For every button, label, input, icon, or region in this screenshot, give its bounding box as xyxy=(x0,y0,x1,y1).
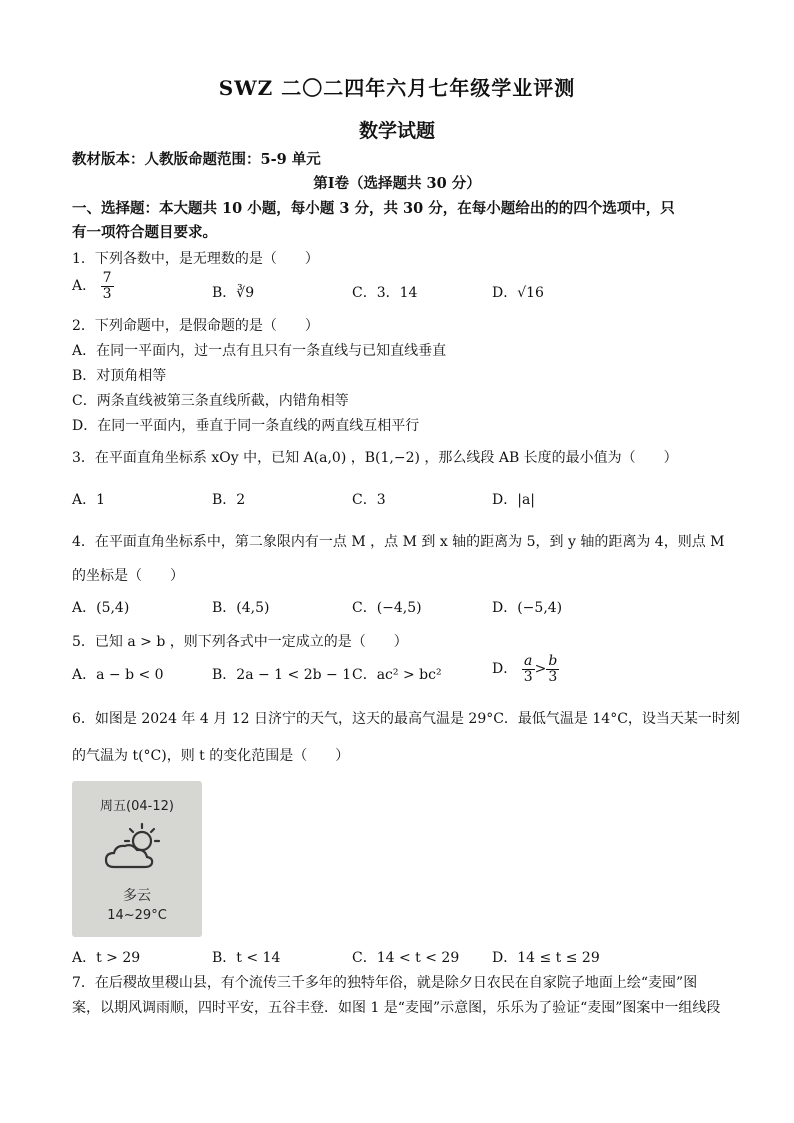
question-4-stem-line2: 的坐标是（ ） xyxy=(72,568,184,584)
question-7-line2: 案，以期风调雨顺，四时平安，五谷丰登．如图 1 是“麦囤”示意图，乐乐为了验证“麦囤”图案中一组线段 xyxy=(72,1000,721,1016)
q4-option-c: C．(−4,5) xyxy=(352,600,422,616)
q5-option-a: A．a − b < 0 xyxy=(72,667,164,683)
q6-option-d: D．14 ≤ t ≤ 29 xyxy=(492,950,600,966)
q1-option-b: B．∛9 xyxy=(212,285,255,301)
q4-option-a: A．(5,4) xyxy=(72,600,130,616)
question-3-stem: 3．在平面直角坐标系 xOy 中，已知 A(a,0) ，B(1,−2) ，那么线段 AB 长度的最小值为（ ） xyxy=(72,450,678,466)
q1-option-a-denominator: 3 xyxy=(102,285,112,302)
q6-option-c: C．14 < t < 29 xyxy=(352,950,460,966)
q3-option-b: B．2 xyxy=(212,492,246,508)
q3-option-d: D．|a| xyxy=(492,492,536,508)
q4-option-d: D．(−5,4) xyxy=(492,600,563,616)
q2-option-d: D．在同一平面内，垂直于同一条直线的两直线互相平行 xyxy=(72,418,420,434)
q1-option-a-label: A． xyxy=(72,278,97,295)
q1-option-a-fraction xyxy=(101,271,114,301)
question-6-stem-line1: 6．如图是 2024 年 4 月 12 日济宁的天气，这天的最高气温是 29°C．最低气温是 14°C，设当天某一时刻 xyxy=(72,711,740,727)
q5-option-c: C．ac² > bc² xyxy=(352,667,442,683)
q2-option-a: A．在同一平面内，过一点有且只有一条直线与已知直线垂直 xyxy=(72,343,447,359)
q5-d-greater-than: > xyxy=(534,661,547,678)
q5-d-numerator-a: a xyxy=(522,654,535,670)
q5-d-denominator-a: 3 xyxy=(523,668,533,685)
q2-option-c: C．两条直线被第三条直线所截，内错角相等 xyxy=(72,393,349,409)
q1-option-a xyxy=(72,271,114,301)
question-7-line1: 7．在后稷故里稷山县，有个流传三千多年的独特年俗，就是除夕日农民在自家院子地面上绘“麦囤”图 xyxy=(72,975,698,991)
q5-option-d-fraction-a xyxy=(522,654,535,684)
volume-heading: 第Ⅰ卷（选择题共 30 分） xyxy=(313,175,481,192)
q1-option-d: D．√16 xyxy=(492,285,544,301)
section-instruction-line1: 一、选择题：本大题共 10 小题，每小题 3 分，共 30 分，在每小题给出的的四个选项中，只 xyxy=(72,200,675,217)
q5-option-b: B．2a − 1 < 2b − 1 xyxy=(212,667,352,683)
q4-option-b: B．(4,5) xyxy=(212,600,270,616)
q3-option-a: A．1 xyxy=(72,492,106,508)
section-instruction-line2: 有一项符合题目要求。 xyxy=(72,224,217,241)
q5-d-numerator-b: b xyxy=(548,653,558,669)
exam-title: SWZ 二〇二四年六月七年级学业评测 xyxy=(218,76,576,100)
q3-option-c: C．3 xyxy=(352,492,386,508)
q5-option-d xyxy=(492,654,559,684)
weather-card-image xyxy=(72,781,202,937)
partly-cloudy-icon xyxy=(100,819,174,875)
exam-subtitle: 数学试题 xyxy=(358,120,435,142)
q5-d-denominator-b: 3 xyxy=(548,668,558,685)
weather-temperature-range: 14~29°C xyxy=(107,908,167,923)
question-6-stem-line2: 的气温为 t(°C)，则 t 的变化范围是（ ） xyxy=(72,748,350,764)
q5-option-d-fraction-b xyxy=(546,654,559,684)
q2-option-b: B．对顶角相等 xyxy=(72,368,167,384)
question-4-stem-line1: 4．在平面直角坐标系中，第二象限内有一点 M ，点 M 到 x 轴的距离为 5，到 y 轴的距离为 4，则点 M xyxy=(72,534,725,550)
question-1-stem: 1．下列各数中，是无理数的是（ ） xyxy=(72,251,319,267)
question-2-stem: 2．下列命题中，是假命题的是（ ） xyxy=(72,318,319,334)
weather-description: 多云 xyxy=(123,888,151,904)
weather-day: 周五(04-12) xyxy=(100,799,174,814)
q1-option-a-numerator: 7 xyxy=(102,270,112,286)
q6-option-a: A．t > 29 xyxy=(72,950,141,966)
edition-line: 教材版本：人教版命题范围：5-9 单元 xyxy=(72,151,321,168)
q1-option-c: C．3．14 xyxy=(352,285,418,301)
q6-option-b: B．t < 14 xyxy=(212,950,281,966)
q5-option-d-label: D． xyxy=(492,661,518,678)
question-5-stem: 5．已知 a > b ，则下列各式中一定成立的是（ ） xyxy=(72,634,408,650)
